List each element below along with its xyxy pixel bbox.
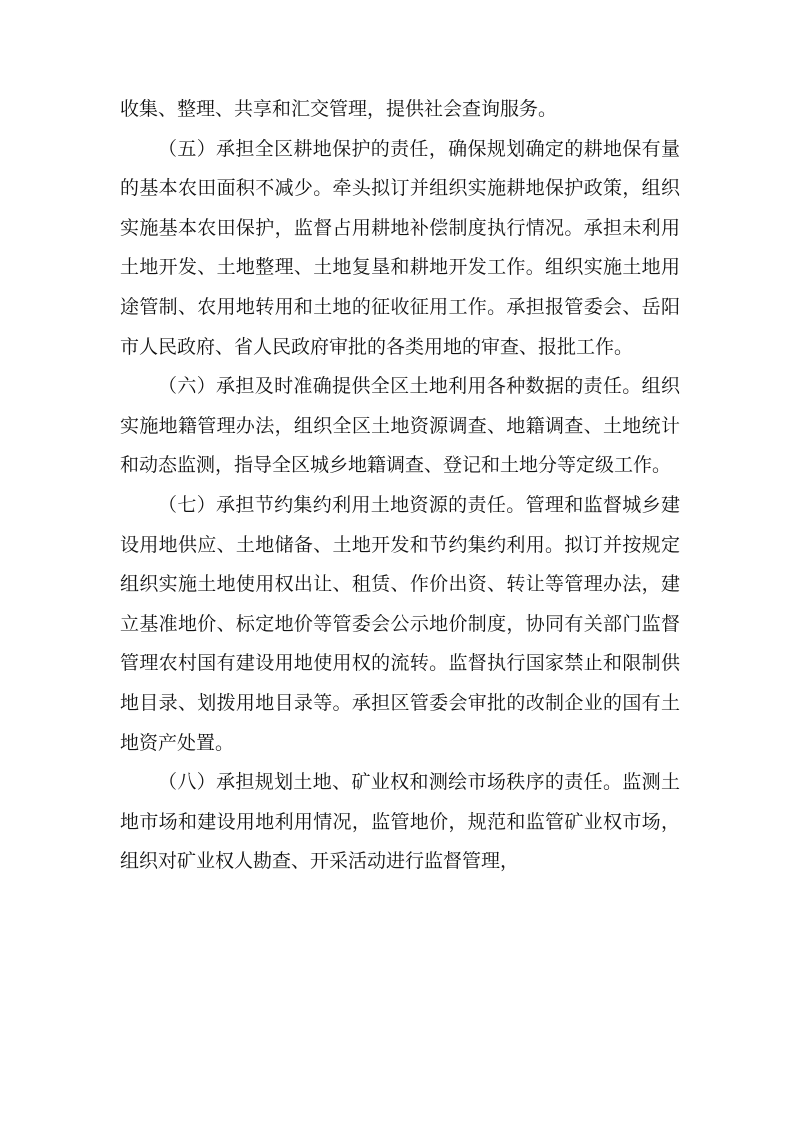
document-body [120, 90, 680, 882]
paragraph-item-7: （七）承担节约集约利用土地资源的责任。管理和监督城乡建设用地供应、土地储备、土地开发和节约集约利用。拟订并按规定组织实施土地使用权出让、租赁、作价出资、转让等管理办法，建立基准地价、标定地价等管委会公示地价制度，协同有关部门监督管理农村国有建设用地使用权的流转。监督执行国家禁止和限制供地目录、划拨用地目录等。承担区管委会审批的改制企业的国有土地资产处置。 [120, 493, 680, 754]
paragraph-item-5: （五）承担全区耕地保护的责任，确保规划确定的耕地保有量的基本农田面积不减少。牵头拟订并组织实施耕地保护政策，组织实施基本农田保护，监督占用耕地补偿制度执行情况。承担未利用土地开发、土地整理、土地复垦和耕地开发工作。组织实施土地用途管制、农用地转用和土地的征收征用工作。承担报管委会、岳阳市人民政府、省人民政府审批的各类用地的审查、报批工作。 [120, 137, 680, 358]
paragraph-item-6: （六）承担及时准确提供全区土地利用各种数据的责任。组织实施地籍管理办法，组织全区土地资源调查、地籍调查、土地统计和动态监测，指导全区城乡地籍调查、登记和土地分等定级工作。 [120, 375, 680, 477]
paragraph-continuation: 收集、整理、共享和汇交管理，提供社会查询服务。 [120, 98, 558, 120]
paragraph-item-8: （八）承担规划土地、矿业权和测绘市场秩序的责任。监测土地市场和建设用地利用情况，监管地价，规范和监管矿业权市场，组织对矿业权人勘查、开采活动进行监督管理， [120, 771, 680, 873]
